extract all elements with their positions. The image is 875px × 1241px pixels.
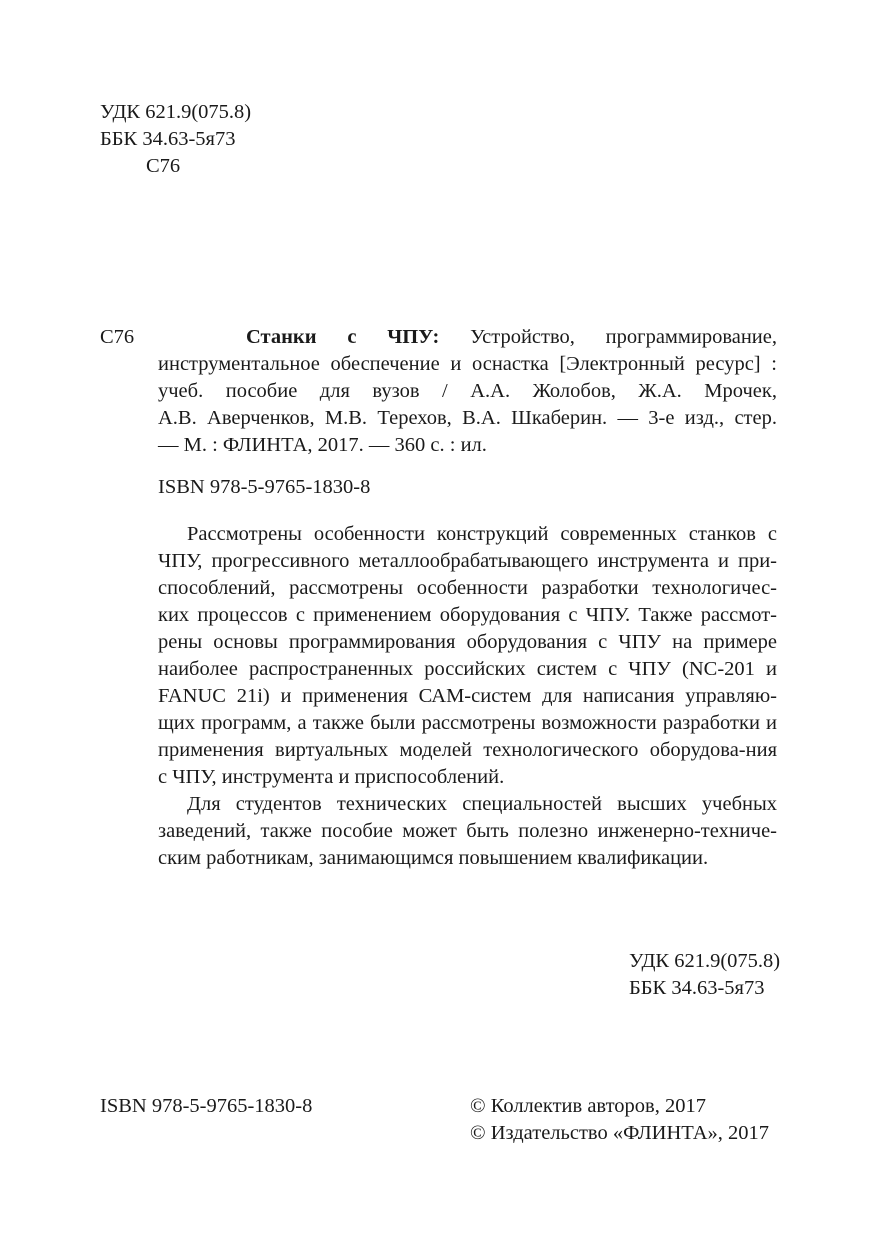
isbn: ISBN 978-5-9765-1830-8: [158, 476, 371, 498]
annotation-line: FANUC 21i) и применения САМ-систем для написания управляю-: [158, 685, 777, 707]
copyright-block: [470, 1093, 769, 1147]
annotation-line: способлений, рассмотрены особенности разработки технологичес-: [158, 577, 777, 599]
annotation-line: применения виртуальных моделей технологического оборудова-ния: [158, 739, 777, 761]
annotation-line: ких процессов с применением оборудования с ЧПУ. Также рассмот-: [158, 604, 777, 626]
bbk-code: ББК 34.63-5я73: [629, 977, 765, 999]
biblio-line-4: А.В. Аверченков, М.В. Терехов, В.А. Шкаберин. — 3-е изд., стер.: [158, 407, 777, 429]
annotation-line: рены основы программирования оборудования с ЧПУ на примере: [158, 631, 777, 653]
classification-codes-top: [100, 99, 251, 180]
annotation-line: Рассмотрены особенности конструкций современных станков с: [187, 523, 777, 545]
book-subtitle-start: Устройство, программирование,: [470, 326, 778, 348]
biblio-line-3: учеб. пособие для вузов / А.А. Жолобов, Ж.А. Мрочек,: [158, 380, 777, 402]
annotation-line: заведений, также пособие может быть полезно инженерно-техниче-: [158, 820, 777, 842]
biblio-line-2: инструментальное обеспечение и оснастка [Электронный ресурс] :: [158, 353, 777, 375]
bbk-code: ББК 34.63-5я73: [100, 128, 236, 150]
bibliographic-description: [158, 324, 777, 459]
biblio-line-5: — М. : ФЛИНТА, 2017. — 360 с. : ил.: [158, 434, 487, 456]
annotation-line: щих программ, а также были рассмотрены возможности разработки и: [158, 712, 777, 734]
udk-code: УДК 621.9(075.8): [629, 950, 781, 972]
annotation-line: ЧПУ, прогрессивного металлообрабатывающего инструмента и при-: [158, 550, 777, 572]
biblio-line-1: [158, 324, 777, 351]
copyright-authors: © Коллектив авторов, 2017: [470, 1095, 706, 1117]
annotation-line: наиболее распространенных российских систем с ЧПУ (NC-201 и: [158, 658, 777, 680]
copyright-publisher: © Издательство «ФЛИНТА», 2017: [470, 1122, 770, 1144]
annotation-line: с ЧПУ, инструмента и приспособлений.: [158, 766, 505, 788]
book-title: Станки с ЧПУ:: [246, 326, 440, 348]
annotation: [158, 521, 777, 872]
annotation-line: ским работникам, занимающимся повышением квалификации.: [158, 847, 709, 869]
annotation-line: Для студентов технических специальностей высших учебных: [187, 793, 777, 815]
author-mark: С76: [146, 155, 181, 177]
isbn-footer: ISBN 978-5-9765-1830-8: [100, 1095, 313, 1117]
entry-author-mark: С76: [100, 326, 135, 348]
udk-code: УДК 621.9(075.8): [100, 101, 252, 123]
classification-codes-bottom: [629, 948, 780, 1002]
